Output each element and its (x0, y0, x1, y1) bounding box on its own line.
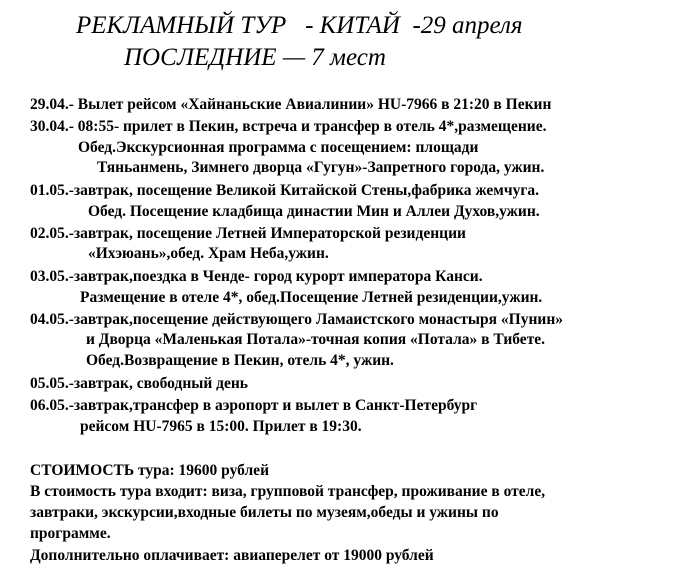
itinerary-line: 04.05.-завтрак,посещение действующего Ламаистского монастыря «Пунин» (30, 311, 563, 328)
itinerary-line: Тяньанмень, Зимнего дворца «Гугун»-Запретного города, ужин. (97, 159, 545, 176)
itinerary-line: Обед.Экскурсионная программа с посещением: площади (78, 139, 479, 156)
price-line: СТОИМОСТЬ тура: 19600 рублей (30, 462, 269, 479)
title-line-1: РЕКЛАМНЫЙ ТУР - КИТАЙ -29 апреля (76, 12, 523, 39)
itinerary-line: 03.05.-завтрак,поездка в Ченде- город курорт императора Канси. (30, 268, 483, 285)
includes-line: завтраки, экскурсии,входные билеты по музеям,обеды и ужины по (30, 504, 499, 521)
includes-line: В стоимость тура входит: виза, групповой трансфер, проживание в отеле, (30, 483, 546, 500)
itinerary-line: 02.05.-завтрак, посещение Летней Императорской резиденции (30, 225, 466, 242)
title-line-2: ПОСЛЕДНИЕ — 7 мест (124, 44, 386, 71)
itinerary-line: Обед.Возвращение в Пекин, отель 4*, ужин. (86, 352, 394, 369)
includes-line: программе. (30, 525, 111, 542)
itinerary-line: рейсом HU-7965 в 15:00. Прилет в 19:30. (80, 418, 362, 435)
itinerary-line: «Ихэюань»,обед. Храм Неба,ужин. (88, 245, 329, 262)
itinerary-line: 01.05.-завтрак, посещение Великой Китайской Стены,фабрика жемчуга. (30, 182, 539, 199)
itinerary-line: 29.04.- Вылет рейсом «Хайнаньские Авиалинии» HU-7966 в 21:20 в Пекин (30, 96, 552, 113)
itinerary-line: Обед. Посещение кладбища династии Мин и Аллеи Духов,ужин. (88, 203, 540, 220)
itinerary-line: 30.04.- 08:55- прилет в Пекин, встреча и трансфер в отель 4*,размещение. (30, 118, 547, 135)
itinerary-line: 06.05.-завтрак,трансфер в аэропорт и вылет в Санкт-Петербург (30, 397, 478, 414)
itinerary-line: и Дворца «Маленькая Потала»-точная копия «Потала» в Тибете. (86, 331, 546, 348)
itinerary-line: 05.05.-завтрак, свободный день (30, 375, 248, 392)
extra-cost-line: Дополнительно оплачивает: авиаперелет от 19000 рублей (30, 547, 434, 564)
itinerary-line: Размещение в отеле 4*, обед.Посещение Летней резиденции,ужин. (80, 289, 543, 306)
